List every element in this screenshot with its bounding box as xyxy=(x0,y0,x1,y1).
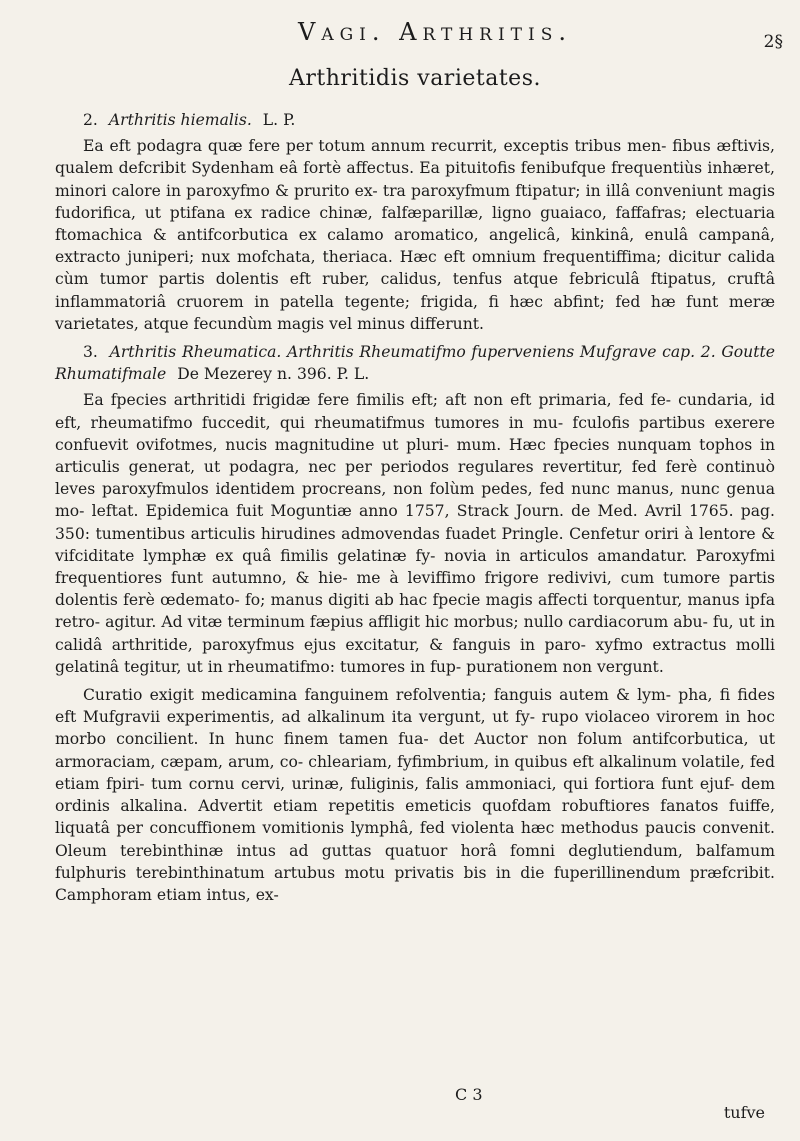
entry-body: Ea fpecies arthritidi frigidæ fere fimilis eft; aft non eft primaria, fed fe- cundaria, id eft, rheumatifmo fuccedit, qui rheumatifmus tumores in mu- fculofis partibus exerere confuevit ovifotmes, nucis magnitudine ut pluri- mum. Hæc fpecies nunquam tophos in articulis generat, ut podagra, nec per periodos regulares revertitur, fed ferè continuò leves paroxyfmulos identidem procreans, non folùm pedes, fed nunc manus, nunc genua mo- leftat. Epidemica fuit Moguntiæ anno 1757, Strack Journ. de Med. Avril 1765. pag. 350: tumentibus articulis hirudines admovendas fuadet Pringle. Cenfetur oriri à lentore & vifciditate lymphæ ex quâ fimilis gelatinæ fy- novia in articulos amandatur. Paroxyfmi frequentiores funt autumno, & hie- me à leviffimo frigore redivivi, cum tumore partis dolentis ferè œdemato- fo; manus digiti ab hac fpecie magis affecti torquentur, manus ipfa retro- agitur. Ad vitæ terminum fæpius affligit hic morbus; nullo cardiacorum abu- fu, ut in calidâ arthritide, paroxyfmus ejus excitatur, & fanguis in paro- xyfmo extractus molli gelatinâ tegitur, ut in rheumatifmo: tumores in fup- purationem non vergunt. xyxy=(55,391,775,676)
entry-title: Arthritis hiemalis. xyxy=(108,111,252,129)
entry-curatio xyxy=(55,684,775,906)
entry-heading xyxy=(55,109,775,131)
entry-hiemalis xyxy=(55,109,775,335)
entry-body: Ea eft podagra quæ fere per totum annum recurrit, exceptis tribus men- fibus æftivis, qualem defcribit Sydenham eâ fortè affectus. Ea pituitofis fenibufque frequentiùs inhæret, minori calore in paroxyfmo & prurito ex- tra paroxyfmum ftipatur; in illâ conveniunt magis fudorifica, ut ptifana ex radice chinæ, falfæparillæ, ligno guaiaco, faffafras; electuaria ftomachica & antifcorbutica ex calamo aromatico, angelicâ, kinkinâ, enulâ campanâ, extracto juniperi; nux mofchata, theriaca. Hæc eft omnium frequentiffima; dicitur calida cùm tumor partis dolentis eft ruber, calidus, tenfus atque febriculâ ftipatus, cruftâ inflammatoriâ cruorem in patella tegente; frigida, fi hæc abfint; fed hæ funt meræ varietates, atque fecundùm magis vel minus differunt. xyxy=(55,137,775,333)
entry-reference: De Mezerey n. 396. P. L. xyxy=(177,365,370,384)
entry-rheumatica xyxy=(55,341,775,678)
entry-body: Curatio exigit medicamina fanguinem refolventia; fanguis autem & lym- pha, fi fides eft Mufgravii experimentis, ad alkalinum ita vergunt, ut fy- rupo violaceo virorem in hoc morbo concilient. In hunc finem tamen fua- det Auctor non folum antifcorbutica, ut armoraciam, cæpam, arum, co- chleariam, fyfimbrium, in quibus eft alkalinum volatile, fed etiam fpiri- tum cornu cervi, urinæ, fuliginis, falis ammoniaci, qui fortiora funt ejuf- dem ordinis alkalina. Advertit etiam repetitis emeticis quofdam robuftiores fanatos fuiffe, liquatâ per concuffionem vomitionis lymphâ, fed violenta hæc methodus paucis convenit. Oleum terebinthinæ intus ad guttas quatuor horâ fomni deglutiendum, balfamum fulphuris terebinthinatum artubus motu privatis bis in die fuperillinendum præfcribit. Camphoram etiam intus, ex- xyxy=(55,686,775,904)
entry-title: Arthritis Rheumatica. Arthritis Rheumatifmo fuperveniens Mufgrave cap. 2. Goutte Rhumatifmale xyxy=(55,343,775,384)
entry-number: 3. xyxy=(83,343,98,362)
section-title: Arthritidis varietates. xyxy=(289,66,541,91)
running-title: Vagi. Arthritis. xyxy=(297,18,572,46)
page-number: 2§ xyxy=(763,32,783,52)
signature-mark: C 3 xyxy=(455,1085,483,1104)
entry-reference: L. P. xyxy=(262,111,296,129)
running-head xyxy=(55,18,783,58)
entry-heading xyxy=(55,341,775,385)
catchword: tufve xyxy=(723,1103,765,1122)
page xyxy=(55,18,783,1128)
entry-number: 2. xyxy=(83,111,98,129)
